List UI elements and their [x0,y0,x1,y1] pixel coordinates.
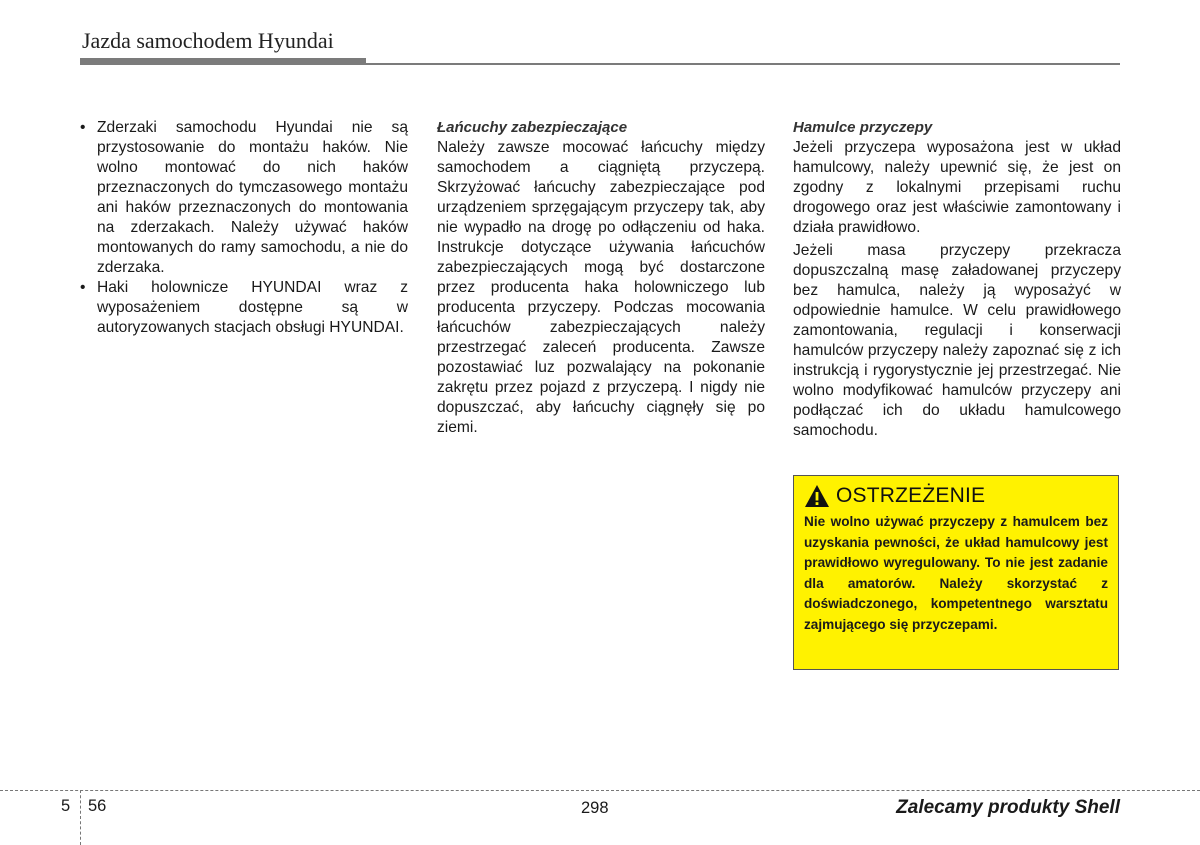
warning-box [793,475,1119,670]
bullet-list [80,118,408,338]
page-number: 56 [88,797,107,815]
header-title: Jazda samochodem Hyundai [82,28,334,53]
warning-title: OSTRZEŻENIE [836,484,986,507]
column-left [80,118,408,338]
warning-text: Nie wolno używać przyczepy z hamulcem bez uzyskania pewności, że układ hamulcowy jest prawidłowo wyregulowany. To nie jest zadanie dla amatorów. Należy skorzystać z doświadczonego, kompetentnego warsztatu zajmującego się przyczepami. [804,514,1108,632]
footer-slogan: Zalecamy produkty Shell [896,797,1120,818]
bullet-item: • Haki holownicze HYUNDAI wraz z wyposażeniem dostępne są w autoryzowanych stacjach obsługi HYUNDAI. [80,278,408,338]
column-right [793,118,1121,441]
header-bar [80,58,366,65]
document-page-number: 298 [581,799,609,817]
warning-header [804,484,1108,508]
trailer-brakes-paragraph: Jeżeli masa przyczepy przekracza dopuszczalną masę załadowanej przyczepy bez hamulca, należy ją wyposażyć w odpowiednie hamulce. W celu prawidłowego zamontowania, regulacji i konserwacji hamulców przyczepy należy zapoznać się z ich instrukcją i rygorystycznie jej przestrzegać. Nie wolno modyfikować hamulców przyczepy ani podłączać ich do układu hamulcowego samochodu. [793,242,1121,439]
chapter-number: 5 [61,797,71,815]
safety-chains-text: Należy zawsze mocować łańcuchy między samochodem a ciągniętą przyczepą. Skrzyżować łańcuchy zabezpieczające pod urządzeniem sprzęgającym przyczepy tak, aby nie wypadło na drogę po odłączeniu od haka. Instrukcje dotyczące używania łańcuchów zabezpieczających mogą być dostarczone przez producenta haka holowniczego lub producenta przyczepy. Podczas mocowania łańcuchów zabezpieczających należy przestrzegać zaleceń producenta. Zawsze pozostawiać luz pozwalający na pokonanie zakrętu przez pojazd z przyczepą. I nigdy nie dopuszczać, aby łańcuchy ciągnęły się po ziemi. [437,139,765,436]
trailer-brakes-heading: Hamulce przyczepy [793,119,933,136]
trailer-brakes-paragraph: Jeżeli przyczepa wyposażona jest w układ hamulcowy, należy upewnić się, że jest on zgodny z lokalnymi przepisami ruchu drogowego oraz jest właściwie zamontowany i działa prawidłowo. [793,139,1121,236]
footer-divider [80,790,81,845]
column-middle [437,118,765,438]
warning-triangle-icon [804,484,830,508]
safety-chains-heading: Łańcuchy zabezpieczające [437,119,628,136]
footer-rule [0,790,1200,791]
bullet-item: • Zderzaki samochodu Hyundai nie są przystosowanie do montażu haków. Nie wolno montować do nich haków przeznaczonych do tymczasowego montażu ani haków przeznaczonych do montowania na zderzakach. Należy używać haków montowanych do ramy samochodu, a nie do zderzaka. [80,118,408,278]
header-rule [366,63,1120,65]
